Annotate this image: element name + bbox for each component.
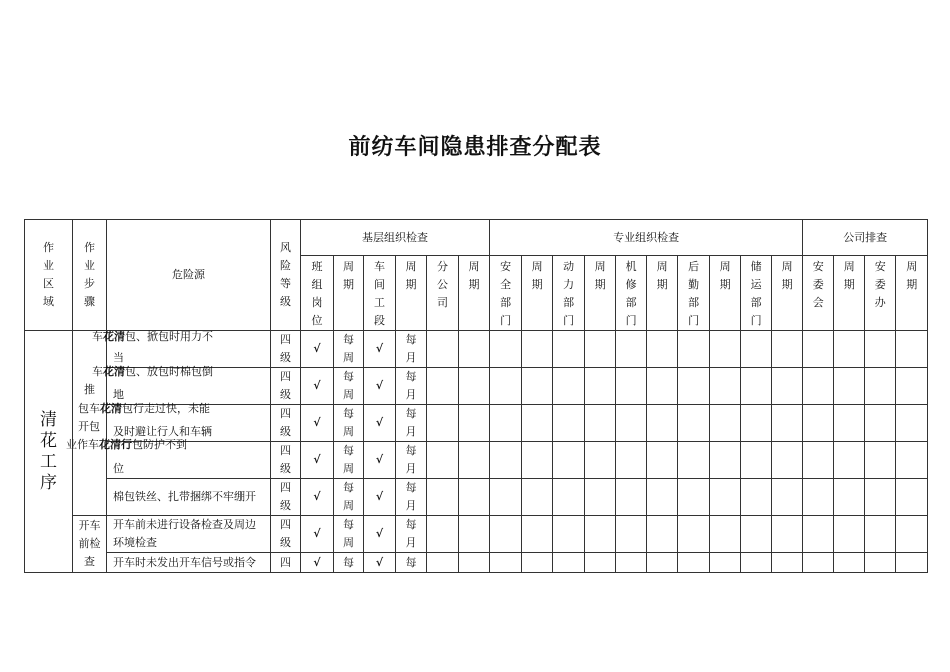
overlapping-text [84, 381, 95, 399]
hazard-allocation-table [24, 219, 928, 573]
empty-cell [772, 553, 803, 573]
check-mark: √ [301, 553, 334, 573]
empty-cell [896, 479, 928, 516]
empty-cell [616, 331, 647, 368]
header-maintenance-dept: 机 修 部 门 [616, 256, 647, 331]
header-branch-company: 分 公 司 [427, 256, 459, 331]
empty-cell [803, 516, 834, 553]
empty-cell [678, 479, 710, 516]
empty-cell [459, 331, 490, 368]
empty-cell [803, 331, 834, 368]
overlap-pre: 业作车 [66, 438, 99, 451]
overlapping-text [78, 418, 100, 436]
empty-cell [585, 405, 616, 442]
overlap-bold: 花清 [103, 365, 125, 378]
table-row [25, 553, 928, 573]
empty-cell [490, 442, 522, 479]
table-row [25, 479, 928, 516]
empty-cell [585, 553, 616, 573]
cycle-cell: 每 月 [396, 405, 427, 442]
area-cell: 清 花 工 序 [25, 331, 73, 573]
header-safety-dept: 安 全 部 门 [490, 256, 522, 331]
empty-cell [647, 479, 678, 516]
empty-cell [647, 553, 678, 573]
empty-cell [459, 516, 490, 553]
empty-cell [616, 405, 647, 442]
empty-cell [522, 405, 553, 442]
check-mark: √ [364, 405, 396, 442]
overlap-post: 包、掀包时用力不 [125, 330, 213, 343]
empty-cell [616, 553, 647, 573]
check-mark: √ [301, 479, 334, 516]
empty-cell [490, 479, 522, 516]
empty-cell [772, 442, 803, 479]
header-group-basic: 基层组织检查 [301, 220, 490, 256]
empty-cell [803, 405, 834, 442]
empty-cell [490, 368, 522, 405]
overlap-pre: 开包 [78, 420, 100, 433]
check-mark: √ [364, 479, 396, 516]
hazard-cell: 开车时未发出开车信号或指令 [107, 553, 271, 573]
hazard-cell: 开车前未进行设备检查及周边 环境检查 [107, 516, 271, 553]
cycle-cell: 每 月 [396, 516, 427, 553]
table-row [25, 516, 928, 553]
cycle-cell: 每 月 [396, 331, 427, 368]
empty-cell [772, 516, 803, 553]
header-group-company: 公司排查 [803, 220, 928, 256]
empty-cell [522, 368, 553, 405]
empty-cell [710, 368, 741, 405]
check-mark: √ [301, 331, 334, 368]
empty-cell [741, 516, 772, 553]
empty-cell [647, 368, 678, 405]
hazard-cell: 地 [107, 368, 271, 405]
empty-cell [710, 331, 741, 368]
empty-cell [490, 405, 522, 442]
overlapping-text [92, 363, 213, 381]
empty-cell [585, 479, 616, 516]
empty-cell [427, 331, 459, 368]
empty-cell [647, 405, 678, 442]
overlapping-text [78, 400, 210, 418]
empty-cell [741, 405, 772, 442]
cycle-cell: 每 周 [334, 442, 364, 479]
empty-cell [834, 405, 865, 442]
empty-cell [490, 331, 522, 368]
empty-cell [803, 479, 834, 516]
empty-cell [772, 331, 803, 368]
header-storage-dept: 储 运 部 门 [741, 256, 772, 331]
risk-cell: 四 级 [271, 405, 301, 442]
empty-cell [553, 331, 585, 368]
header-workshop-section: 车 间 工 段 [364, 256, 396, 331]
overlapping-text [66, 436, 187, 454]
check-mark: √ [301, 516, 334, 553]
header-power-dept: 动 力 部 门 [553, 256, 585, 331]
empty-cell [553, 442, 585, 479]
empty-cell [616, 479, 647, 516]
header-step: 作 业 步 骤 [73, 220, 107, 331]
header-group-professional: 专业组织检查 [490, 220, 803, 256]
hazard-cell: 当 [107, 331, 271, 368]
empty-cell [896, 442, 928, 479]
header-logistics-dept: 后 勤 部 门 [678, 256, 710, 331]
empty-cell [710, 516, 741, 553]
header-cycle: 周 期 [334, 256, 364, 331]
empty-cell [896, 516, 928, 553]
header-area: 作 业 区 域 [25, 220, 73, 331]
hazard-cell: 及时避让行人和车辆 [107, 405, 271, 442]
empty-cell [459, 368, 490, 405]
risk-cell: 四 级 [271, 479, 301, 516]
cycle-cell: 每 [334, 553, 364, 573]
empty-cell [834, 368, 865, 405]
risk-cell: 四 [271, 553, 301, 573]
overlap-post: 包行走过快，未能 [122, 402, 210, 415]
empty-cell [585, 368, 616, 405]
empty-cell [459, 442, 490, 479]
header-cycle: 周 期 [396, 256, 427, 331]
header-cycle: 周 期 [710, 256, 741, 331]
overlap-post: 包防护不到 [132, 438, 187, 451]
empty-cell [865, 553, 896, 573]
empty-cell [647, 516, 678, 553]
empty-cell [865, 442, 896, 479]
cycle-cell: 每 周 [334, 368, 364, 405]
empty-cell [678, 442, 710, 479]
empty-cell [522, 516, 553, 553]
empty-cell [522, 553, 553, 573]
empty-cell [772, 405, 803, 442]
hazard-cell: 位 [107, 442, 271, 479]
check-mark: √ [364, 331, 396, 368]
risk-cell: 四 级 [271, 442, 301, 479]
overlap-pre: 车 [92, 365, 103, 378]
header-safety-office: 安 委 办 [865, 256, 896, 331]
page-title: 前纺车间隐患排查分配表 [348, 135, 602, 160]
overlap-pre: 推 [84, 383, 95, 396]
empty-cell [834, 553, 865, 573]
empty-cell [490, 516, 522, 553]
risk-cell: 四 级 [271, 368, 301, 405]
empty-cell [427, 405, 459, 442]
overlap-bold: 花清 [100, 402, 122, 415]
empty-cell [803, 442, 834, 479]
empty-cell [834, 479, 865, 516]
empty-cell [616, 516, 647, 553]
empty-cell [710, 479, 741, 516]
empty-cell [553, 479, 585, 516]
empty-cell [616, 442, 647, 479]
empty-cell [522, 331, 553, 368]
empty-cell [834, 442, 865, 479]
empty-cell [896, 331, 928, 368]
cycle-cell: 每 月 [396, 368, 427, 405]
empty-cell [741, 331, 772, 368]
empty-cell [865, 331, 896, 368]
empty-cell [865, 516, 896, 553]
empty-cell [459, 405, 490, 442]
empty-cell [865, 405, 896, 442]
overlap-bold: 花清行 [99, 438, 132, 451]
empty-cell [710, 405, 741, 442]
empty-cell [772, 368, 803, 405]
empty-cell [522, 442, 553, 479]
empty-cell [896, 553, 928, 573]
empty-cell [522, 479, 553, 516]
header-hazard: 危险源 [107, 220, 271, 331]
empty-cell [459, 553, 490, 573]
empty-cell [803, 553, 834, 573]
cycle-cell: 每 月 [396, 479, 427, 516]
empty-cell [678, 331, 710, 368]
risk-cell: 四 级 [271, 516, 301, 553]
header-cycle: 周 期 [772, 256, 803, 331]
cycle-cell: 每 周 [334, 479, 364, 516]
empty-cell [710, 553, 741, 573]
empty-cell [427, 368, 459, 405]
empty-cell [585, 331, 616, 368]
empty-cell [803, 368, 834, 405]
cycle-cell: 每 周 [334, 331, 364, 368]
empty-cell [710, 442, 741, 479]
empty-cell [834, 516, 865, 553]
header-safety-committee: 安 委 会 [803, 256, 834, 331]
empty-cell [678, 553, 710, 573]
empty-cell [427, 442, 459, 479]
empty-cell [553, 516, 585, 553]
cycle-cell: 每 周 [334, 405, 364, 442]
empty-cell [741, 479, 772, 516]
empty-cell [741, 442, 772, 479]
empty-cell [896, 368, 928, 405]
hazard-cell: 棉包铁丝、扎带捆绑不牢绷开 [107, 479, 271, 516]
header-cycle: 周 期 [585, 256, 616, 331]
overlap-bold: 花清 [103, 330, 125, 343]
empty-cell [427, 553, 459, 573]
overlap-post: 包、放包时棉包倒 [125, 365, 213, 378]
empty-cell [616, 368, 647, 405]
empty-cell [865, 479, 896, 516]
empty-cell [741, 368, 772, 405]
header-cycle: 周 期 [834, 256, 865, 331]
header-cycle: 周 期 [647, 256, 678, 331]
header-cycle: 周 期 [459, 256, 490, 331]
empty-cell [459, 479, 490, 516]
empty-cell [585, 516, 616, 553]
check-mark: √ [364, 442, 396, 479]
cycle-cell: 每 周 [334, 516, 364, 553]
empty-cell [834, 331, 865, 368]
overlapping-text [92, 328, 213, 346]
empty-cell [647, 442, 678, 479]
empty-cell [427, 479, 459, 516]
empty-cell [896, 405, 928, 442]
empty-cell [772, 479, 803, 516]
empty-cell [865, 368, 896, 405]
risk-cell: 四 级 [271, 331, 301, 368]
empty-cell [678, 516, 710, 553]
empty-cell [490, 553, 522, 573]
empty-cell [741, 553, 772, 573]
check-mark: √ [364, 368, 396, 405]
cycle-cell: 每 月 [396, 442, 427, 479]
empty-cell [585, 442, 616, 479]
empty-cell [427, 516, 459, 553]
empty-cell [553, 553, 585, 573]
header-cycle: 周 期 [896, 256, 928, 331]
check-mark: √ [301, 368, 334, 405]
empty-cell [678, 368, 710, 405]
check-mark: √ [364, 516, 396, 553]
empty-cell [647, 331, 678, 368]
cycle-cell: 每 [396, 553, 427, 573]
check-mark: √ [301, 405, 334, 442]
header-team-post: 班 组 岗 位 [301, 256, 334, 331]
empty-cell [553, 368, 585, 405]
overlap-pre: 包车 [78, 402, 100, 415]
overlap-pre: 车 [92, 330, 103, 343]
header-cycle: 周 期 [522, 256, 553, 331]
check-mark: √ [364, 553, 396, 573]
header-risk-level: 风 险 等 级 [271, 220, 301, 331]
empty-cell [553, 405, 585, 442]
empty-cell [678, 405, 710, 442]
check-mark: √ [301, 442, 334, 479]
step-cell: 开车 前检 查 [73, 516, 107, 573]
